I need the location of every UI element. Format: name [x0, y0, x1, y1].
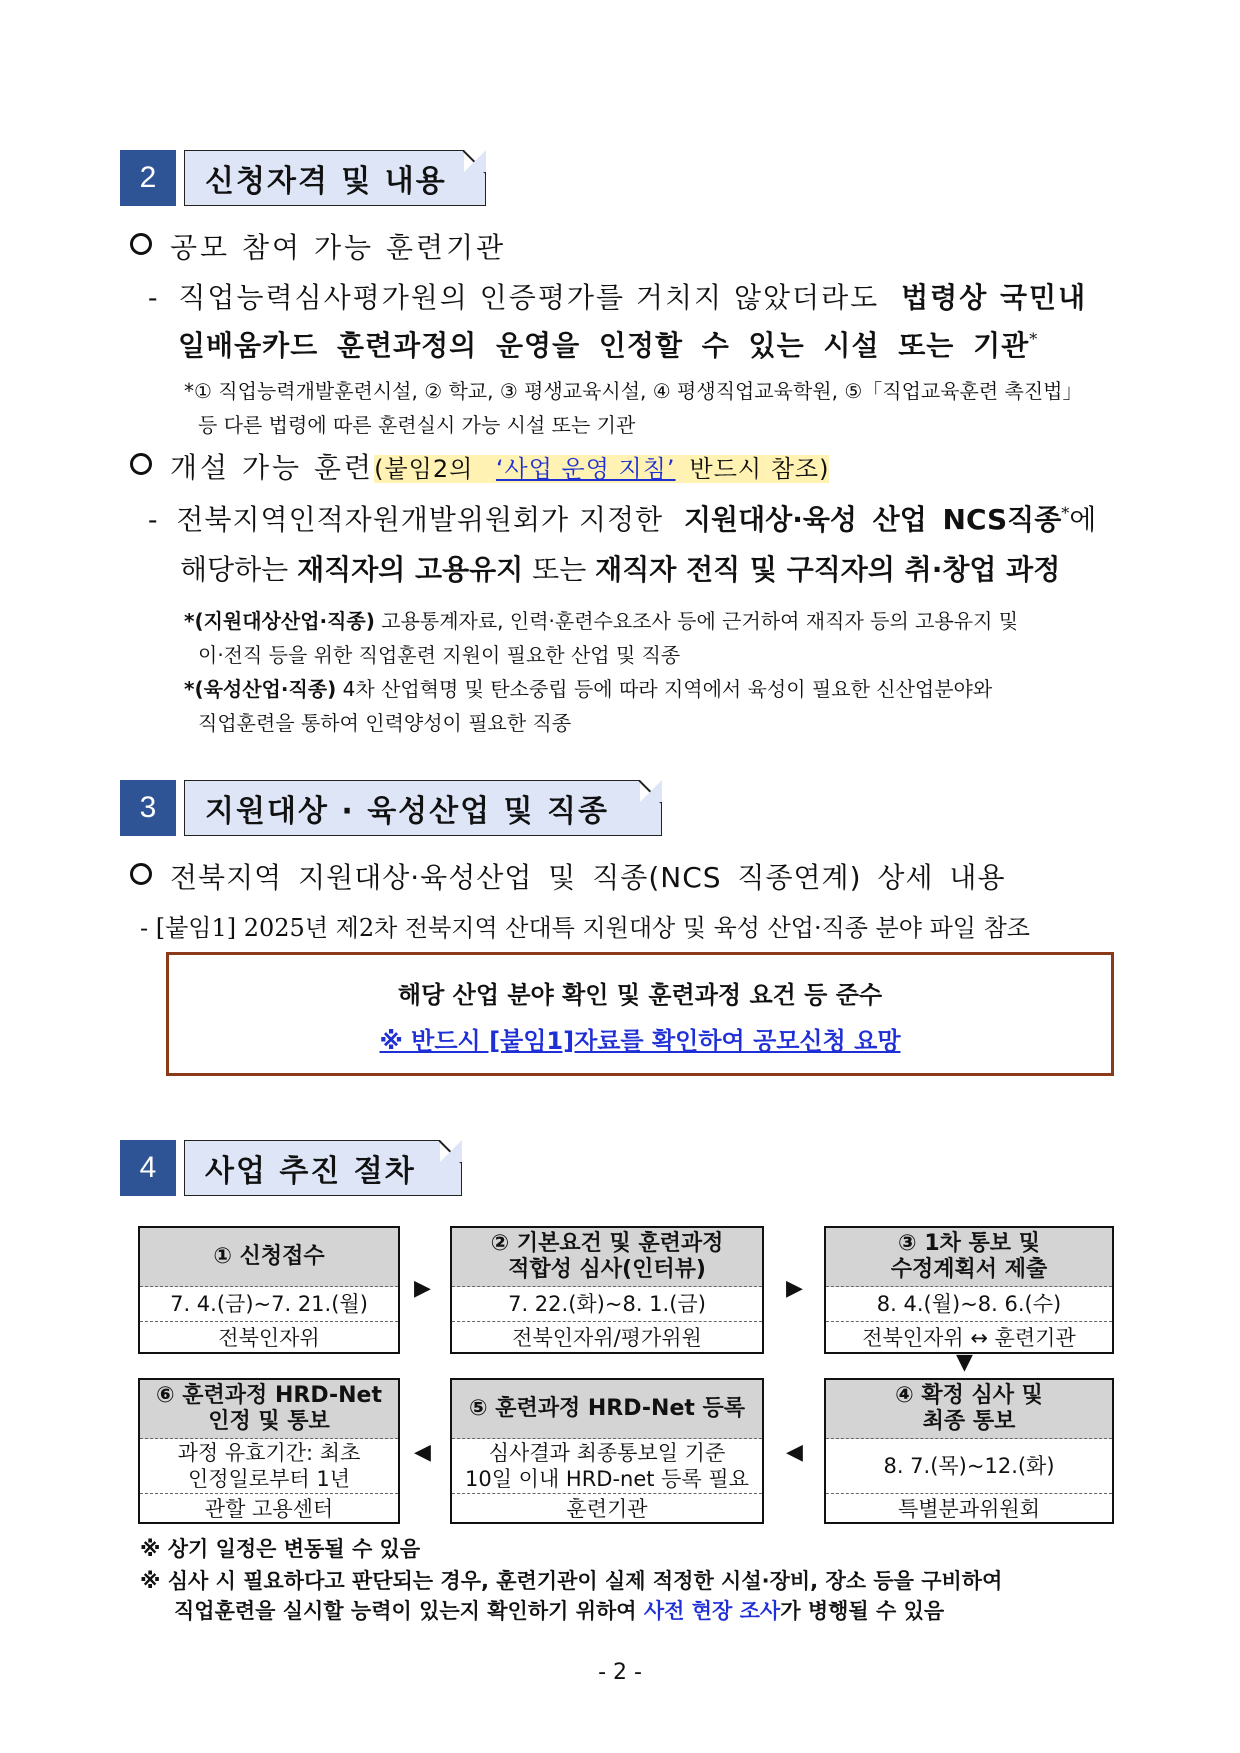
section-2-number: 2 [120, 150, 176, 206]
training-note-1: *(지원대상산업·직종) 고용통계자료, 인력·훈련수요조사 등에 근거하여 재직자 등의 고용유지 및 이·전직 등을 위한 직업훈련 지원이 필요한 산업 및 직종 [184, 609, 1019, 667]
page-number: - 2 - [598, 1660, 642, 1685]
training-desc-line1: - 전북지역인적자원개발위원회가 지정한 지원대상·육성 산업 NCS직종*에 [148, 503, 1097, 536]
folded-corner-icon [640, 780, 662, 802]
bullet-industry-detail: 전북지역 지원대상·육성산업 및 직종(NCS 직종연계) 상세 내용 [130, 856, 1006, 896]
notice-box-line2[interactable]: ※ 반드시 [붙임1]자료를 확인하여 공모신청 요망 [379, 1027, 901, 1055]
training-desc-line2: 해당하는 재직자의 고용유지 또는 재직자 전직 및 구직자의 취·창업 과정 [180, 553, 1061, 586]
arrow-right-icon: ▶ [414, 1276, 431, 1301]
section-2-title [184, 150, 486, 206]
notice-box [166, 952, 1114, 1076]
step-4-box: ④ 확정 심사 및 최종 통보 8. 7.(목)~12.(화) 특별분과위원회 [824, 1378, 1114, 1524]
eligible-desc-line2: 일배움카드 훈련과정의 운영을 인정할 수 있는 시설 또는 기관* [178, 329, 1038, 362]
step-3-box: ③ 1차 통보 및 수정계획서 제출 8. 4.(월)~8. 6.(수) 전북인자위 ↔ 훈련기관 [824, 1226, 1114, 1354]
attachment-reference: - [붙임1] 2025년 제2차 전북지역 산대특 지원대상 및 육성 산업·직종 분야 파일 참조 [140, 914, 1030, 942]
eligible-desc-line1: - 직업능력심사평가원의 인증평가를 거치지 않았더라도 법령상 국민내 [148, 281, 1088, 314]
step-6-box: ⑥ 훈련과정 HRD-Net 인정 및 통보 과정 유효기간: 최초 인정일로부터 1년 관할 고용센터 [138, 1378, 400, 1524]
bullet-eligible-institutions: 공모 참여 가능 훈련기관 [130, 226, 506, 266]
section-4-title-text: 사업 추진 절차 [205, 1154, 416, 1189]
folded-corner-icon [464, 150, 486, 172]
schedule-note: ※ 상기 일정은 변동될 수 있음 [140, 1537, 421, 1561]
arrow-down-icon: ▼ [956, 1350, 973, 1375]
section-3-title-text: 지원대상 · 육성산업 및 직종 [205, 794, 609, 829]
guideline-link[interactable]: ‘사업 운영 지침’ [495, 455, 676, 483]
bullet-available-training: 개설 가능 훈련(붙임2의 ‘사업 운영 지침’ 반드시 참조) [130, 446, 829, 486]
training-note-2: *(육성산업·직종) 4차 산업혁명 및 탄소중립 등에 따라 지역에서 육성이 필요한 신산업분야와 직업훈련을 통하여 인력양성이 필요한 직종 [184, 677, 993, 735]
notice-box-line1: 해당 산업 분야 확인 및 훈련과정 요건 등 준수 [397, 981, 883, 1009]
circle-bullet-icon [130, 453, 152, 475]
arrow-left-icon: ◀ [414, 1440, 431, 1465]
step-5-box: ⑤ 훈련과정 HRD-Net 등록 심사결과 최종통보일 기준 10일 이내 HRD-net 등록 필요 훈련기관 [450, 1378, 764, 1524]
step-2-box: ② 기본요건 및 훈련과정 적합성 심사(인터뷰) 7. 22.(화)~8. 1.(금) 전북인자위/평가위원 [450, 1226, 764, 1354]
section-4-title [184, 1140, 462, 1196]
step-1-box: ① 신청접수 7. 4.(금)~7. 21.(월) 전북인자위 [138, 1226, 400, 1354]
circle-bullet-icon [130, 863, 152, 885]
section-3-title [184, 780, 662, 836]
section-3-number: 3 [120, 780, 176, 836]
section-4-number: 4 [120, 1140, 176, 1196]
arrow-right-icon: ▶ [786, 1276, 803, 1301]
eligible-note: *① 직업능력개발훈련시설, ② 학교, ③ 평생교육시설, ④ 평생직업교육학원, ⑤「직업교육훈련 촉진법」 등 다른 법령에 따른 훈련실시 가능 시설 또는 기관 [184, 379, 1083, 437]
circle-bullet-icon [130, 233, 152, 255]
arrow-left-icon: ◀ [786, 1440, 803, 1465]
folded-corner-icon [440, 1140, 462, 1162]
section-2-title-text: 신청자격 및 내용 [205, 164, 447, 199]
reference-highlight: (붙임2의 ‘사업 운영 지침’ 반드시 참조) [374, 455, 830, 483]
inspection-note: ※ 심사 시 필요하다고 판단되는 경우, 훈련기관이 실제 적정한 시설·장비, 장소 등을 구비하여 직업훈련을 실시할 능력이 있는지 확인하기 위하여 사전 현장 조사가 병행될 수 있음 [140, 1569, 1003, 1623]
